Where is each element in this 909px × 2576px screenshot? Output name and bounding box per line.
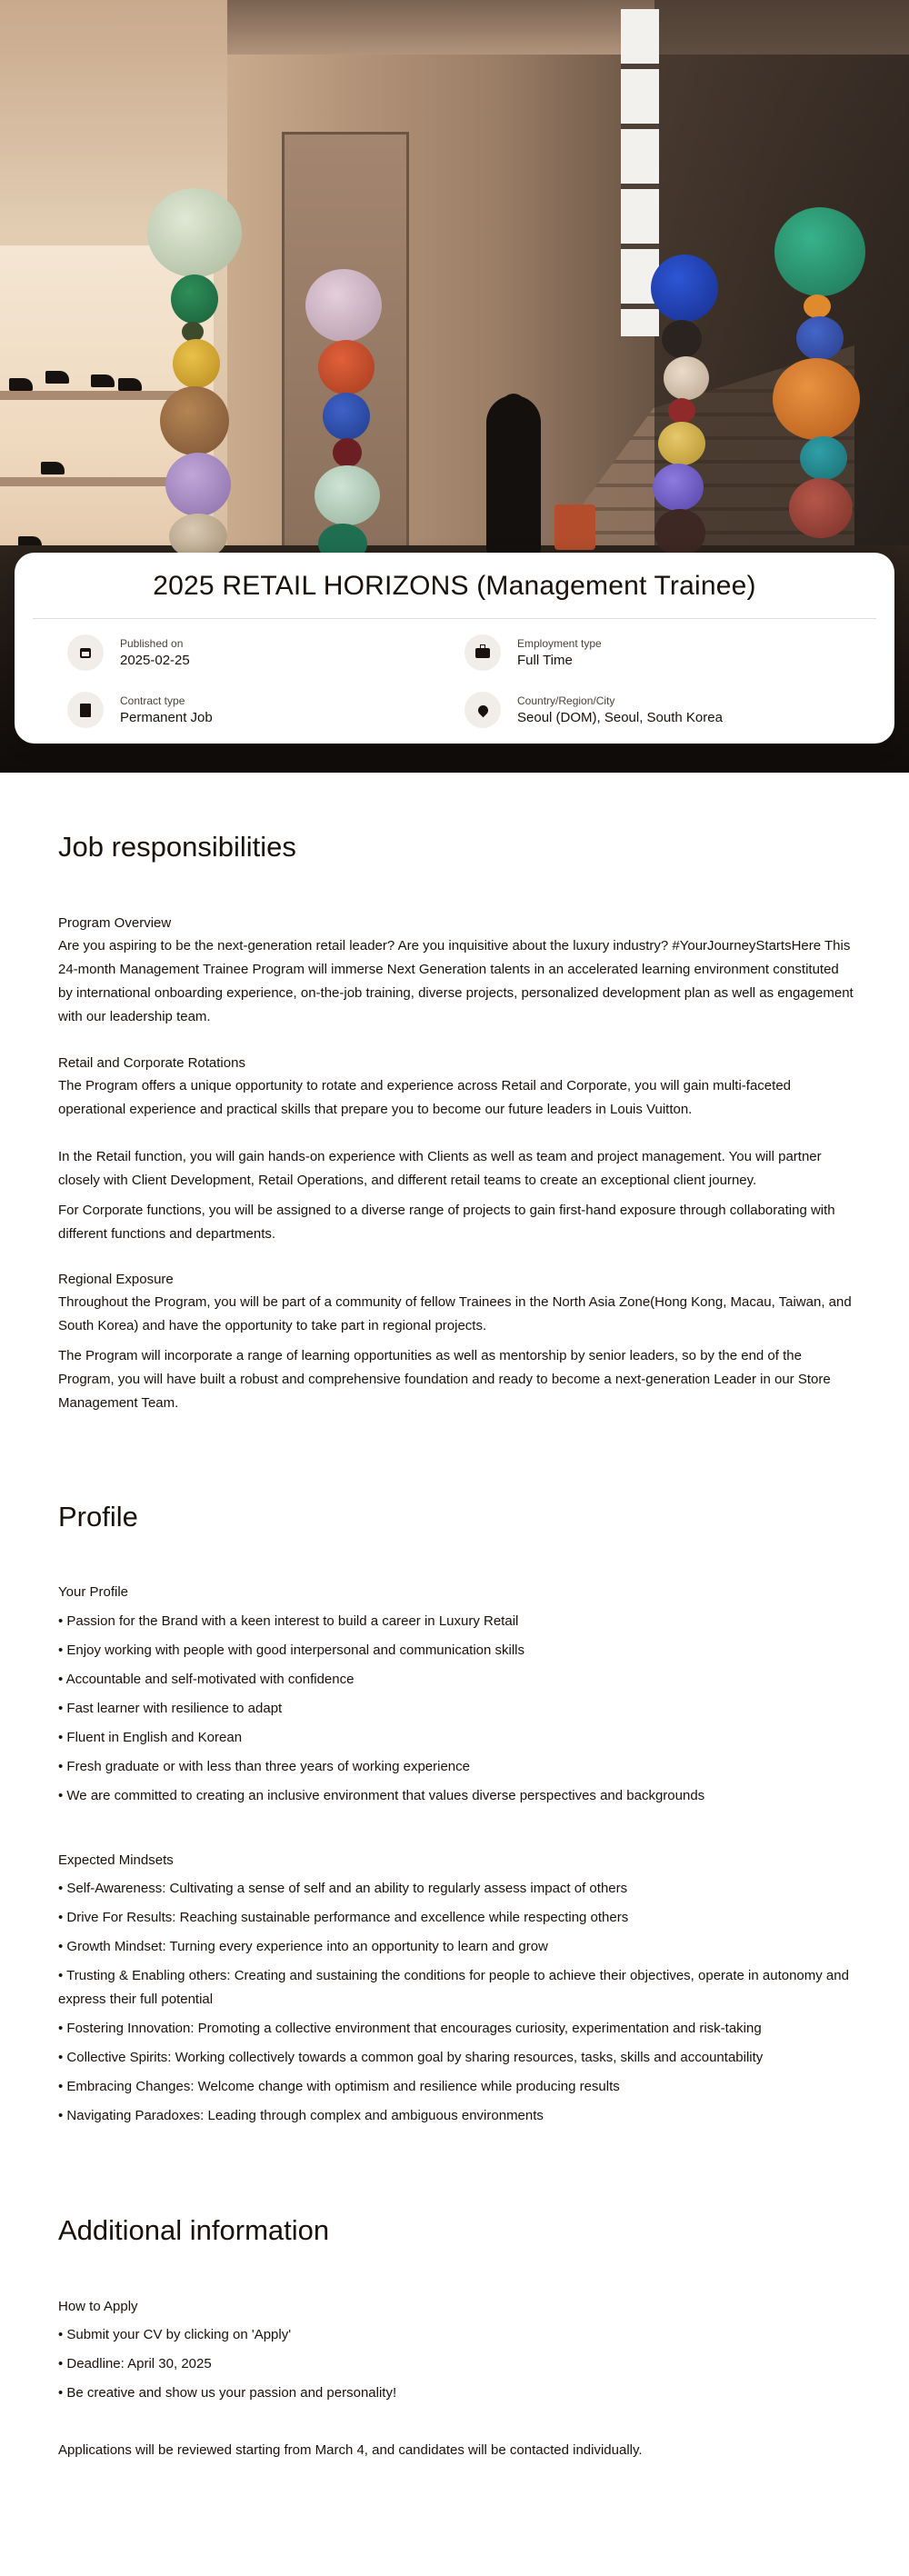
hero-image bbox=[0, 0, 909, 773]
sculpture-ball bbox=[160, 386, 229, 455]
sculpture-ball bbox=[305, 269, 382, 342]
list-item: • Trusting & Enabling others: Creating and sustaining the conditions for people to achieve their objectives, operate in autonomy and express their full potential bbox=[58, 1968, 849, 2007]
list-item: • Self-Awareness: Cultivating a sense of self and an ability to regularly assess impact of others bbox=[58, 1881, 628, 1896]
rotations-text: The Program offers a unique opportunity to rotate and experience across Retail and Corporate, you will gain multi-faceted operational experience and practical skills that prepare you to become our future leaders in Louis Vuitton. bbox=[58, 1078, 792, 1117]
sculpture-ball bbox=[165, 453, 231, 516]
detail-label: Contract type bbox=[120, 694, 185, 707]
location-pin-icon bbox=[464, 692, 501, 728]
section-title-additional-info: Additional information bbox=[58, 2214, 330, 2246]
sculpture-ball bbox=[774, 207, 865, 296]
sculpture-ball bbox=[651, 255, 718, 322]
list-item: • Enjoy working with people with good interpersonal and communication skills bbox=[58, 1642, 525, 1658]
hero-shoe bbox=[45, 371, 69, 384]
how-to-apply-heading: How to Apply bbox=[58, 2299, 138, 2314]
sculpture-ball bbox=[773, 358, 860, 440]
section-title-profile: Profile bbox=[58, 1501, 138, 1533]
employment-type-item bbox=[464, 634, 602, 671]
sculpture-ball bbox=[658, 422, 705, 465]
regional-exposure-heading: Regional Exposure bbox=[58, 1272, 174, 1287]
list-item: • Passion for the Brand with a keen interest to build a career in Luxury Retail bbox=[58, 1613, 519, 1629]
list-item: • Fresh graduate or with less than three years of working experience bbox=[58, 1759, 470, 1774]
sculpture-ball bbox=[668, 398, 695, 424]
sculpture-ball bbox=[664, 356, 709, 400]
list-item: • Submit your CV by clicking on 'Apply' bbox=[58, 2327, 292, 2342]
sculpture-ball bbox=[789, 478, 853, 538]
sculpture-ball bbox=[653, 464, 704, 511]
sculpture-ball bbox=[318, 340, 375, 394]
list-item: • Fostering Innovation: Promoting a collective environment that encourages curiosity, experimentation and risk-taking bbox=[58, 2021, 762, 2036]
list-item: • Deadline: April 30, 2025 bbox=[58, 2356, 212, 2371]
location-item bbox=[464, 692, 723, 728]
sculpture-ball bbox=[173, 339, 220, 388]
sculpture-ball bbox=[315, 465, 380, 525]
sculpture-ball bbox=[323, 393, 370, 440]
list-item: • Navigating Paradoxes: Leading through complex and ambiguous environments bbox=[58, 2108, 544, 2123]
sculpture-ball bbox=[171, 275, 218, 324]
detail-label: Published on bbox=[120, 637, 184, 650]
list-item: • Drive For Results: Reaching sustainable performance and excellence while respecting others bbox=[58, 1910, 629, 1925]
list-item: • Accountable and self-motivated with confidence bbox=[58, 1672, 355, 1687]
program-overview-heading: Program Overview bbox=[58, 915, 172, 931]
detail-value: Full Time bbox=[517, 653, 573, 668]
job-title: 2025 RETAIL HORIZONS (Management Trainee) bbox=[153, 571, 756, 601]
review-notice-text: Applications will be reviewed starting from March 4, and candidates will be contacted individually. bbox=[58, 2442, 643, 2458]
briefcase-icon bbox=[464, 634, 501, 671]
detail-label: Employment type bbox=[517, 637, 602, 650]
corporate-function-text: For Corporate functions, you will be assigned to a diverse range of projects to gain first-hand exposure through collaborating with different functions and departments. bbox=[58, 1203, 835, 1242]
your-profile-list bbox=[58, 1610, 854, 1808]
detail-label: Country/Region/City bbox=[517, 694, 615, 707]
learning-opportunities-text: The Program will incorporate a range of learning opportunities as well as mentorship by senior leaders, so by the end of the Program, you will have built a robust and comprehensive foundation and ready to become a next-generation Leader in our Store Management Team. bbox=[58, 1348, 831, 1411]
card-divider bbox=[33, 618, 876, 619]
list-item: • Fluent in English and Korean bbox=[58, 1730, 243, 1745]
sculpture-ball bbox=[333, 438, 362, 467]
hero-shoe bbox=[9, 378, 33, 391]
hero-shopping-bag bbox=[554, 504, 595, 550]
sculpture-ball bbox=[796, 316, 844, 360]
sculpture-ball bbox=[662, 320, 702, 358]
detail-value: Seoul (DOM), Seoul, South Korea bbox=[517, 710, 723, 725]
job-summary-card bbox=[15, 553, 894, 744]
published-on-item bbox=[67, 634, 190, 671]
program-overview-text: Are you aspiring to be the next-generation retail leader? Are you inquisitive about the luxury industry? #YourJourneyStartsHere This 24-month Management Trainee Program will immerse Next Generation talents in an accelerated learning environment constituted by international onboarding experience, on-the-job training, diverse projects, personalized development plan as well as engagement with our leadership team. bbox=[58, 938, 854, 1024]
your-profile-heading: Your Profile bbox=[58, 1584, 128, 1600]
document-icon bbox=[67, 692, 104, 728]
list-item: • We are committed to creating an inclusive environment that values diverse perspectives and backgrounds bbox=[58, 1788, 705, 1803]
expected-mindsets-list bbox=[58, 1877, 854, 2128]
list-item: • Be creative and show us your passion and personality! bbox=[58, 2385, 397, 2401]
expected-mindsets-heading: Expected Mindsets bbox=[58, 1852, 174, 1868]
list-item: • Embracing Changes: Welcome change with optimism and resilience while producing results bbox=[58, 2079, 620, 2094]
sculpture-ball bbox=[147, 188, 242, 277]
hero-shoe bbox=[41, 462, 65, 474]
sculpture-ball bbox=[804, 295, 831, 318]
rotations-heading: Retail and Corporate Rotations bbox=[58, 1055, 245, 1071]
contract-type-item bbox=[67, 692, 213, 728]
hero-shoe bbox=[118, 378, 142, 391]
list-item: • Fast learner with resilience to adapt bbox=[58, 1701, 283, 1716]
hero-person bbox=[486, 395, 541, 554]
list-item: • Collective Spirits: Working collectively towards a common goal by sharing resources, tasks, skills and accountability bbox=[58, 2050, 764, 2065]
hero-shoe bbox=[91, 374, 115, 387]
list-item: • Growth Mindset: Turning every experience into an opportunity to learn and grow bbox=[58, 1939, 548, 1954]
how-to-apply-list bbox=[58, 2323, 854, 2405]
detail-value: 2025-02-25 bbox=[120, 653, 190, 668]
detail-value: Permanent Job bbox=[120, 710, 213, 725]
sculpture-ball bbox=[800, 436, 847, 480]
sculpture-ball bbox=[654, 509, 705, 556]
section-title-responsibilities: Job responsibilities bbox=[58, 831, 296, 863]
retail-function-text: In the Retail function, you will gain hands-on experience with Clients as well as team and project management. You will partner closely with Client Development, Retail Operations, and different retail teams to create an exceptional client journey. bbox=[58, 1149, 822, 1188]
regional-exposure-text: Throughout the Program, you will be part of a community of fellow Trainees in the North Asia Zone(Hong Kong, Macau, Taiwan, and South Korea) and have the opportunity to take part in regional projects. bbox=[58, 1294, 852, 1333]
calendar-icon bbox=[67, 634, 104, 671]
